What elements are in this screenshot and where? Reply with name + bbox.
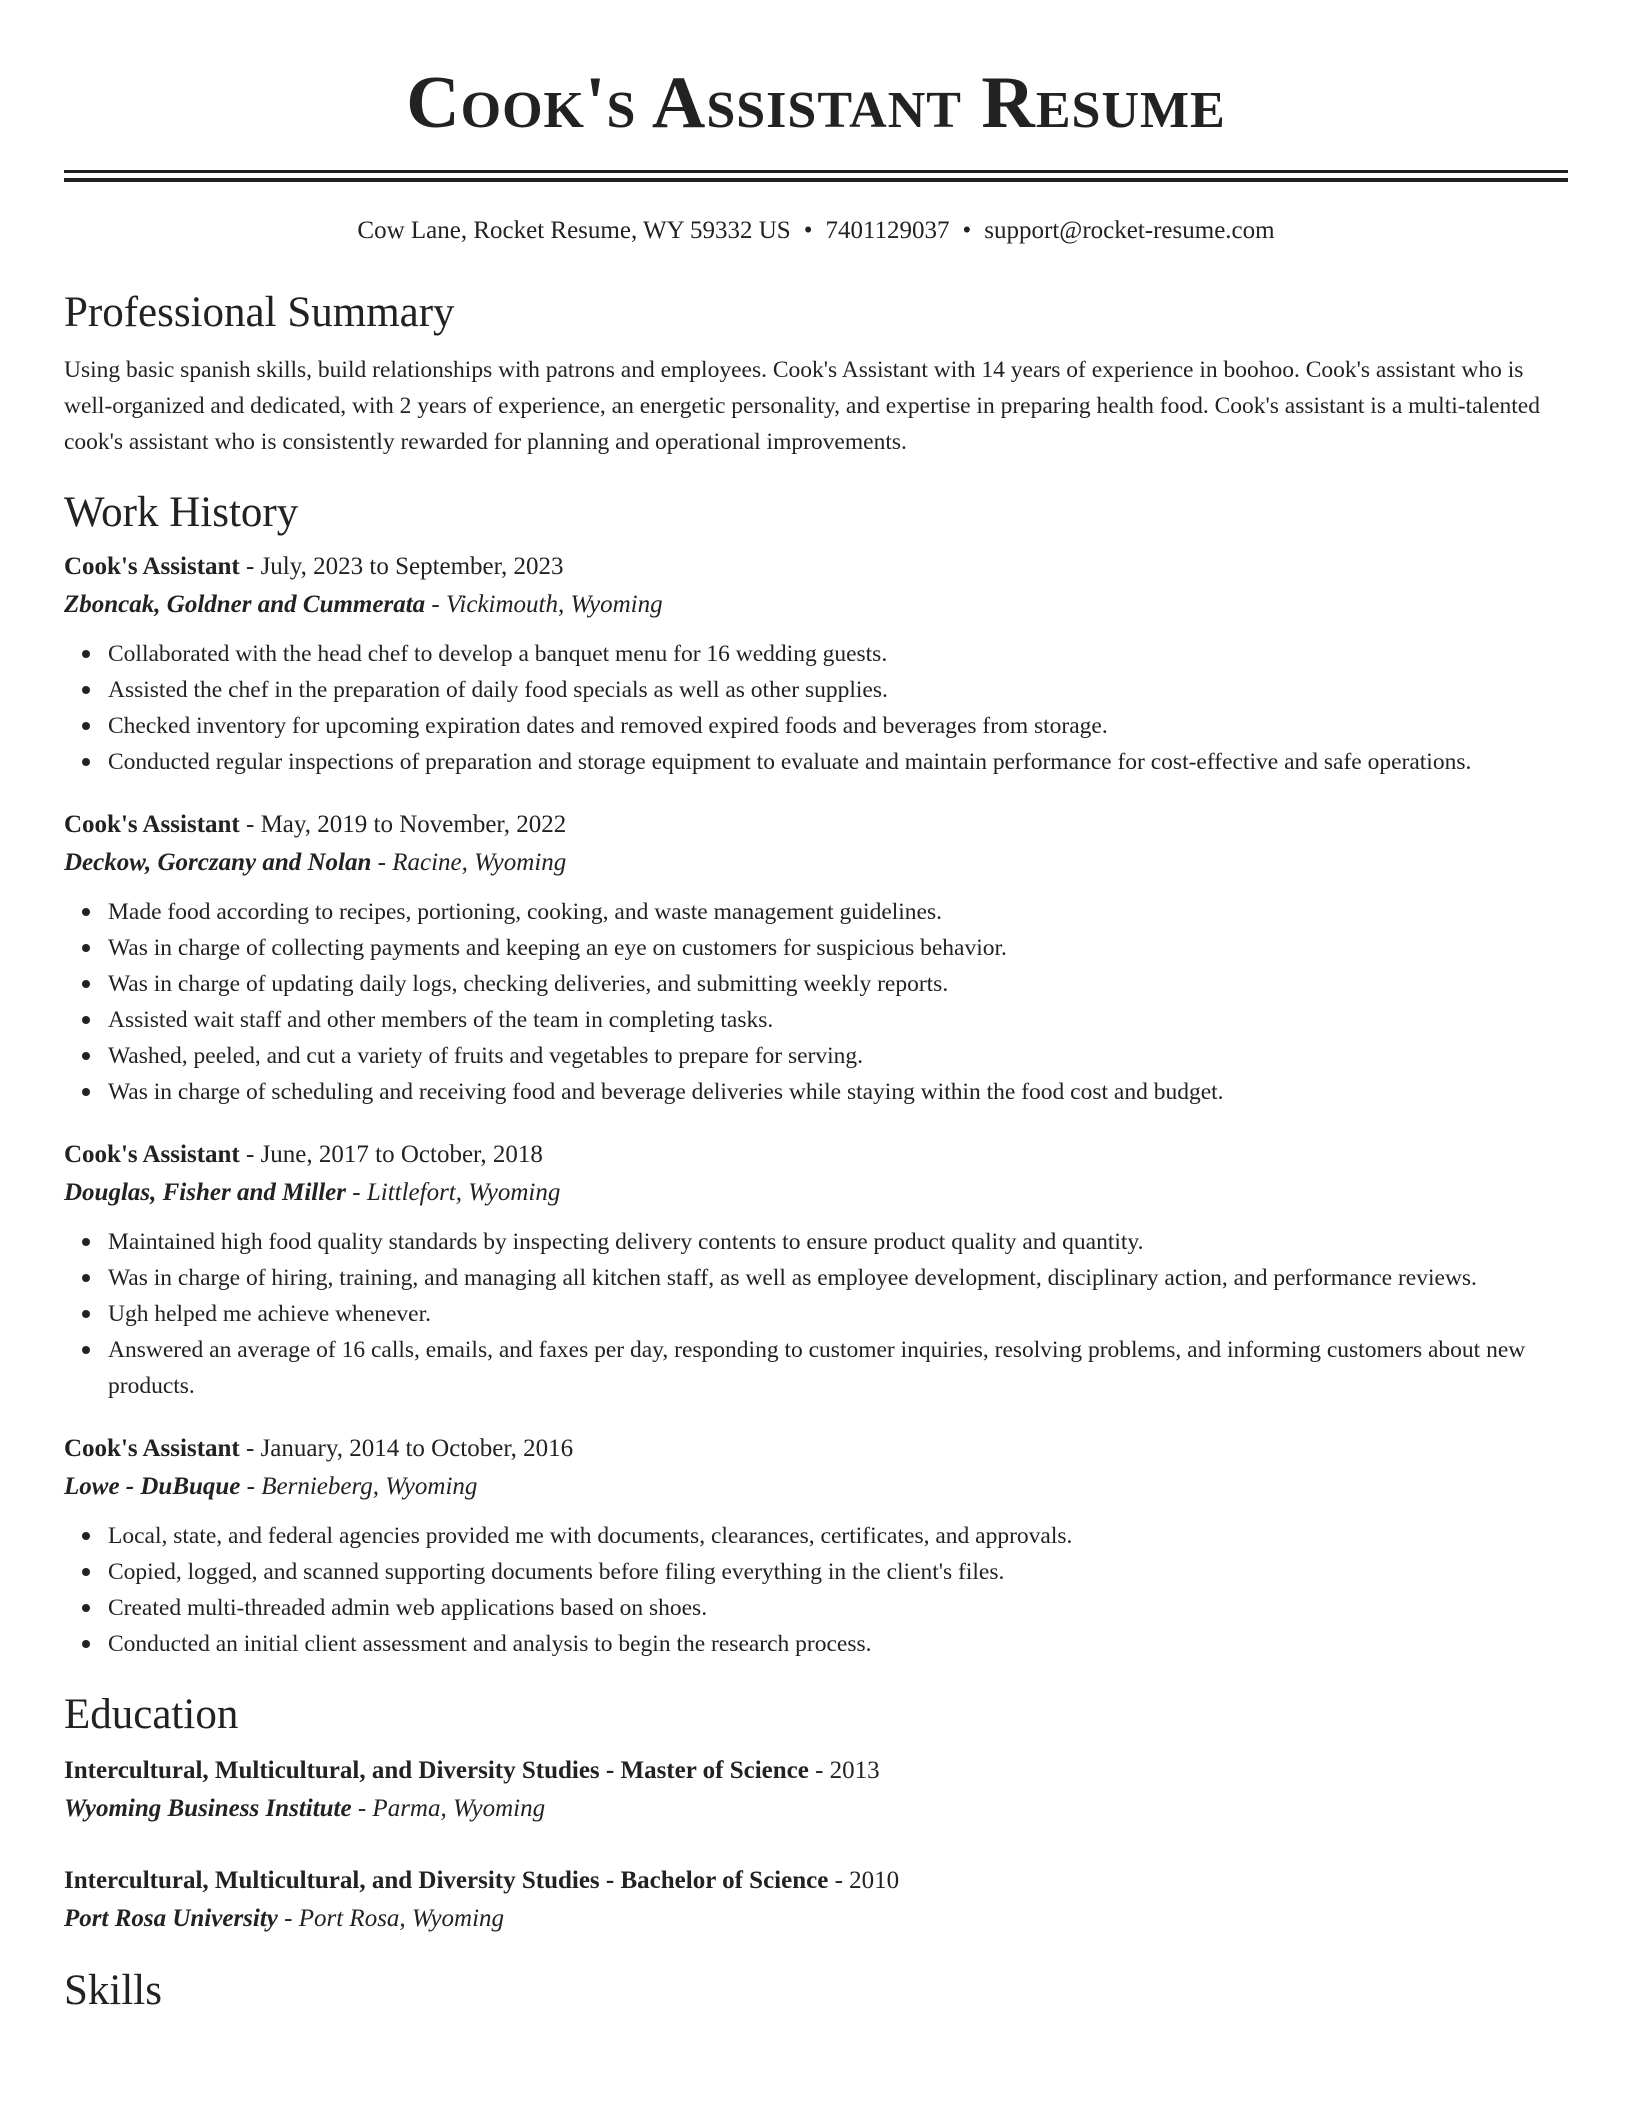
education-heading: Education — [64, 1691, 239, 1738]
job-duty: Collaborated with the head chef to develop a banquet menu for 16 wedding guests. — [108, 636, 1568, 672]
job-company: Zboncak, Goldner and Cummerata — [64, 591, 426, 618]
job-duty: Was in charge of scheduling and receiving food and beverage deliveries while staying within the food cost and budget. — [108, 1074, 1568, 1110]
job-location: - Racine, Wyoming — [371, 849, 567, 876]
resume-page — [64, 0, 1568, 2016]
job-duty: Answered an average of 16 calls, emails, and faxes per day, responding to customer inquiries, resolving problems, and informing customers about new products. — [108, 1332, 1568, 1404]
job-duty: Made food according to recipes, portioning, cooking, and waste management guidelines. — [108, 894, 1568, 930]
contact-separator: • — [803, 217, 813, 244]
job-duties — [108, 1518, 1568, 1662]
job-duty: Was in charge of hiring, training, and managing all kitchen staff, as well as employee development, disciplinary action, and performance reviews. — [108, 1260, 1568, 1296]
job-dates: - May, 2019 to November, 2022 — [239, 811, 567, 838]
contact-email: support@rocket-resume.com — [984, 217, 1275, 244]
title-divider-bottom — [64, 178, 1568, 182]
job-entry — [64, 806, 1568, 1110]
job-duty: Created multi-threaded admin web applications based on shoes. — [108, 1590, 1568, 1626]
job-duties — [108, 636, 1568, 780]
job-title: Cook's Assistant — [64, 553, 240, 580]
job-title: Cook's Assistant — [64, 1435, 240, 1462]
job-location: - Littlefort, Wyoming — [346, 1179, 561, 1206]
education-school: Port Rosa University — [64, 1905, 278, 1932]
contact-separator: • — [962, 217, 972, 244]
job-title: Cook's Assistant — [64, 1141, 240, 1168]
job-duty: Assisted wait staff and other members of the team in completing tasks. — [108, 1002, 1568, 1038]
job-duty: Ugh helped me achieve whenever. — [108, 1296, 1568, 1332]
skills-heading: Skills — [64, 1967, 162, 2014]
contact-line — [64, 216, 1568, 246]
job-entry — [64, 1136, 1568, 1404]
contact-address: Cow Lane, Rocket Resume, WY 59332 US — [357, 217, 791, 244]
job-duty: Local, state, and federal agencies provided me with documents, clearances, certificates, and approvals. — [108, 1518, 1568, 1554]
job-duty: Conducted an initial client assessment and analysis to begin the research process. — [108, 1626, 1568, 1662]
contact-phone: 7401129037 — [825, 217, 950, 244]
summary-text: Using basic spanish skills, build relationships with patrons and employees. Cook's Assistant with 14 years of experience in boohoo. Cook's assistant who is well-organized and dedicated, with 2 years of experience, an energetic personality, and expertise in preparing health food. Cook's assistant is a multi-talented cook's assistant who is consistently rewarded for planning and operational improvements. — [64, 357, 1540, 455]
job-duty: Conducted regular inspections of preparation and storage equipment to evaluate and maintain performance for cost-effective and safe operations. — [108, 744, 1568, 780]
education-degree: Intercultural, Multicultural, and Diversity Studies - Bachelor of Science — [64, 1867, 829, 1894]
education-year: - 2013 — [808, 1757, 880, 1784]
education-school: Wyoming Business Institute — [64, 1795, 352, 1822]
education-entry — [64, 1752, 1568, 1828]
work-history-heading: Work History — [64, 489, 299, 536]
job-dates: - January, 2014 to October, 2016 — [239, 1435, 574, 1462]
job-dates: - June, 2017 to October, 2018 — [239, 1141, 543, 1168]
job-company: Deckow, Gorczany and Nolan — [64, 849, 372, 876]
job-location: - Bernieberg, Wyoming — [240, 1473, 478, 1500]
resume-title: Cook's Assistant Resume — [406, 62, 1226, 144]
education-location: - Parma, Wyoming — [351, 1795, 546, 1822]
job-duty: Was in charge of updating daily logs, checking deliveries, and submitting weekly reports. — [108, 966, 1568, 1002]
job-duty: Maintained high food quality standards by inspecting delivery contents to ensure product quality and quantity. — [108, 1224, 1568, 1260]
title-divider-top — [64, 170, 1568, 173]
job-duties — [108, 1224, 1568, 1404]
job-duty: Washed, peeled, and cut a variety of fruits and vegetables to prepare for serving. — [108, 1038, 1568, 1074]
education-degree: Intercultural, Multicultural, and Diversity Studies - Master of Science — [64, 1757, 809, 1784]
education-entry — [64, 1862, 1568, 1938]
job-entry — [64, 548, 1568, 780]
job-duty: Assisted the chef in the preparation of daily food specials as well as other supplies. — [108, 672, 1568, 708]
education-location: - Port Rosa, Wyoming — [277, 1905, 505, 1932]
job-title: Cook's Assistant — [64, 811, 240, 838]
job-duty: Checked inventory for upcoming expiration dates and removed expired foods and beverages from storage. — [108, 708, 1568, 744]
job-duty: Was in charge of collecting payments and keeping an eye on customers for suspicious behavior. — [108, 930, 1568, 966]
job-location: - Vickimouth, Wyoming — [425, 591, 663, 618]
job-company: Douglas, Fisher and Miller — [64, 1179, 347, 1206]
job-entry — [64, 1430, 1568, 1662]
education-year: - 2010 — [828, 1867, 900, 1894]
job-duties — [108, 894, 1568, 1110]
summary-heading: Professional Summary — [64, 289, 455, 336]
job-dates: - July, 2023 to September, 2023 — [239, 553, 564, 580]
job-company: Lowe - DuBuque — [64, 1473, 241, 1500]
job-duty: Copied, logged, and scanned supporting documents before filing everything in the client's files. — [108, 1554, 1568, 1590]
